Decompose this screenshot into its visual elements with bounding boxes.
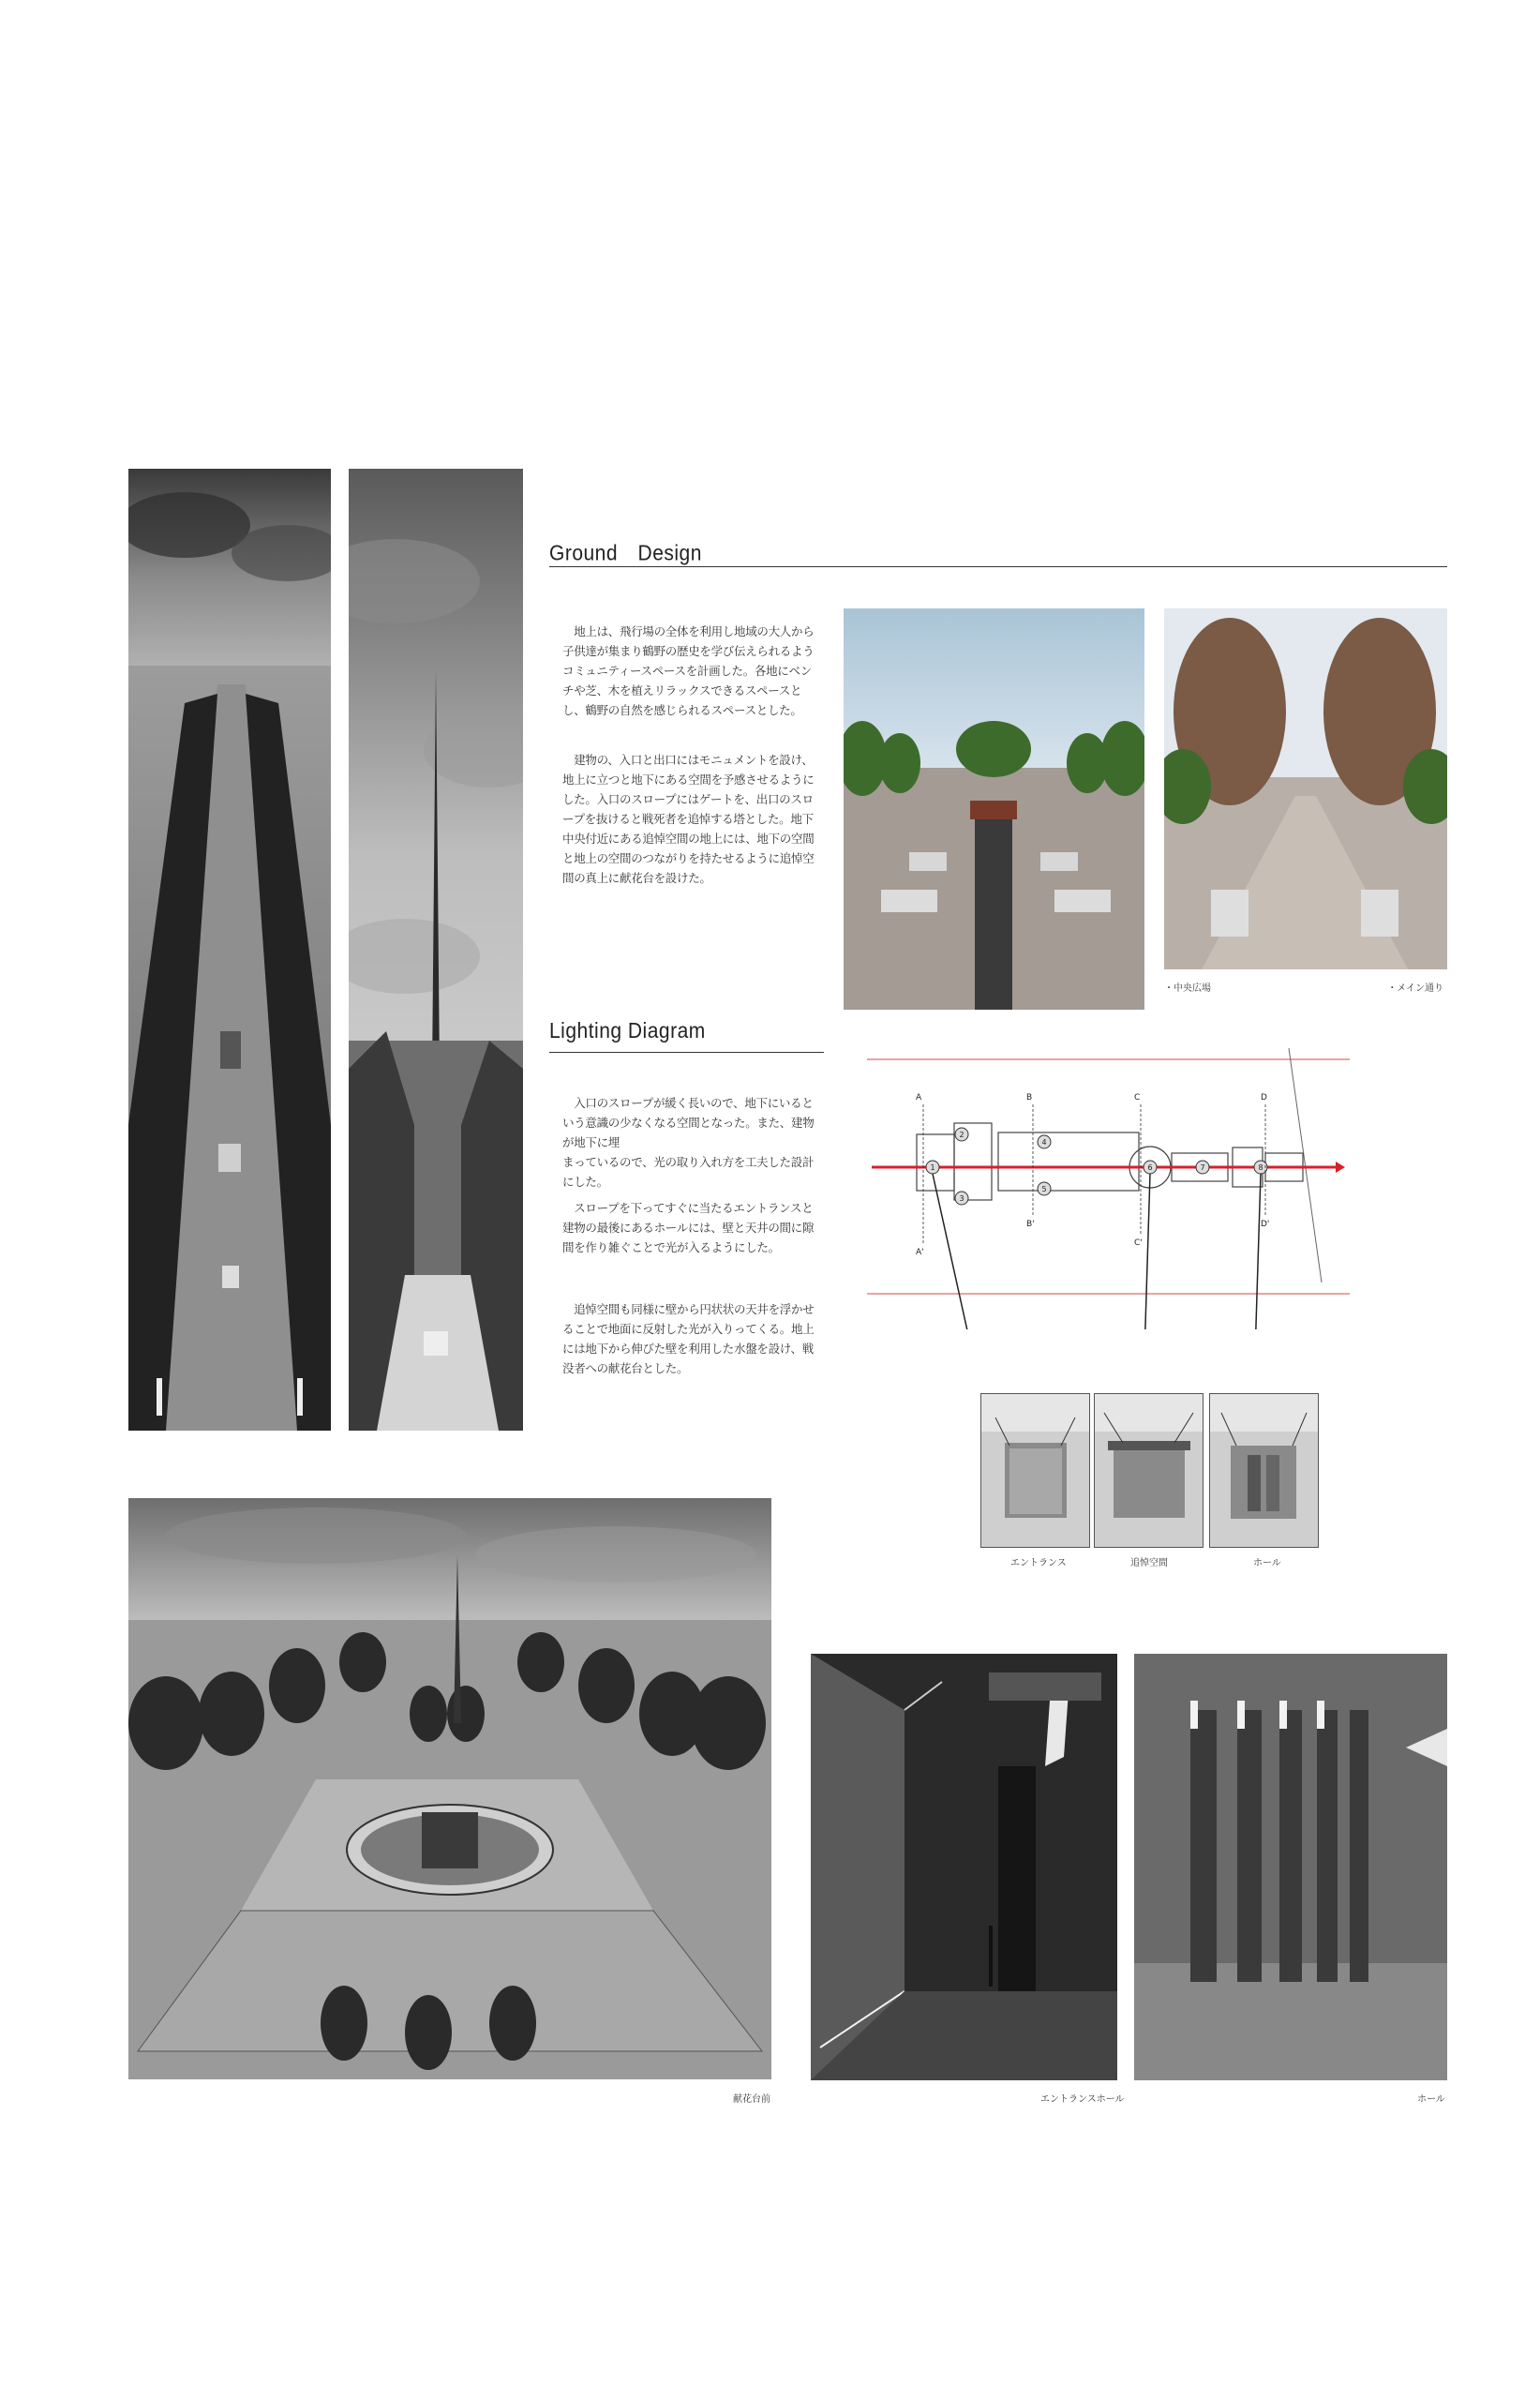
lighting-diagram-rule [549,1052,824,1053]
central-plaza-render [844,608,1144,1010]
section-mark-c-prime: C' [1134,1238,1143,1248]
ground-design-paragraph-2: 建物の、入口と出口にはモニュメントを設け、地上に立つと地下にある空間を予感させるようにした。入口のスロープにはゲートを、出口のスロープを抜けると戦死者を追悼する塔とした。地下中央付近にある追悼空間の地上には、地下の空間と地上の空間のつながりを持たせるように追悼空間の真上に献花台を設けた。 [562,753,815,885]
lighting-diagram-heading: Lighting Diagram [549,1019,706,1043]
section-mark-d-prime: D' [1261,1220,1270,1229]
section-hall-box [1209,1393,1319,1548]
hall-photo-caption: ホール [1417,2094,1445,2105]
diagram-node-7: 7 [1200,1163,1205,1172]
diagram-node-4: 4 [1041,1138,1047,1147]
spire-monument-photo [349,469,523,1431]
section-mark-b-prime: B' [1026,1220,1035,1229]
section-memorial-box [1094,1393,1204,1548]
section-mark-b: B [1026,1093,1033,1102]
flower-altar-caption: 献花台前 [733,2094,770,2105]
diagram-node-2: 2 [959,1131,964,1139]
ground-design-rule [549,566,1447,567]
section-hall-caption: ホール [1253,1558,1281,1568]
main-street-render [1164,608,1447,969]
entrance-hall-caption: エントランスホール [1040,2094,1125,2105]
section-entrance-caption: エントランス [1010,1558,1067,1568]
section-mark-a: A [916,1093,922,1102]
plan-lighting-diagram [862,1048,1350,1329]
section-mark-c: C [1134,1093,1141,1102]
section-mark-a-prime: A' [916,1248,924,1257]
flower-altar-plaza-render [128,1498,771,2079]
ground-design-paragraph-1: 地上は、飛行場の全体を利用し地域の大人から子供達が集まり鶴野の歴史を学び伝えられるようコミュニティースペースを計画した。各地にベンチや芝、木を植えリラックスできるスペースとし、鶴野の自然を感じられるスペースとした。 [562,624,815,717]
lighting-paragraph-2: スロープを下ってすぐに当たるエントランスと建物の最後にあるホールには、壁と天井の間に隙間を作り雑ぐことで光が入るようにした。 [562,1201,815,1254]
section-memorial-caption: 追悼空間 [1130,1558,1168,1568]
diagram-node-1: 1 [930,1163,935,1172]
diagram-node-6: 6 [1147,1163,1153,1172]
lighting-paragraph-3: 追悼空間も同様に壁から円状状の天井を浮かせることで地面に反射した光が入りってくる。地上には地下から伸びた壁を利用した水盤を設け、戦没者への献花台とした。 [562,1302,815,1375]
lighting-paragraph-1: 入口のスロープが緩く長いので、地下にいるという意識の少なくなる空間となった。また、建物が地下に埋 まっているので、光の取り入れ方を工夫した設計にした。 [562,1096,815,1189]
section-mark-d: D [1261,1093,1267,1102]
central-plaza-caption: ・中央広場 [1164,983,1211,994]
aerial-axis-photo [128,469,331,1431]
hall-render [1134,1654,1447,2080]
entrance-hall-render [811,1654,1117,2080]
diagram-node-3: 3 [959,1194,964,1203]
diagram-node-8: 8 [1258,1163,1263,1172]
ground-design-heading: Ground Design [549,541,702,565]
diagram-node-5: 5 [1041,1185,1047,1193]
main-street-caption: ・メイン通り [1387,983,1443,994]
section-entrance-box [980,1393,1090,1548]
